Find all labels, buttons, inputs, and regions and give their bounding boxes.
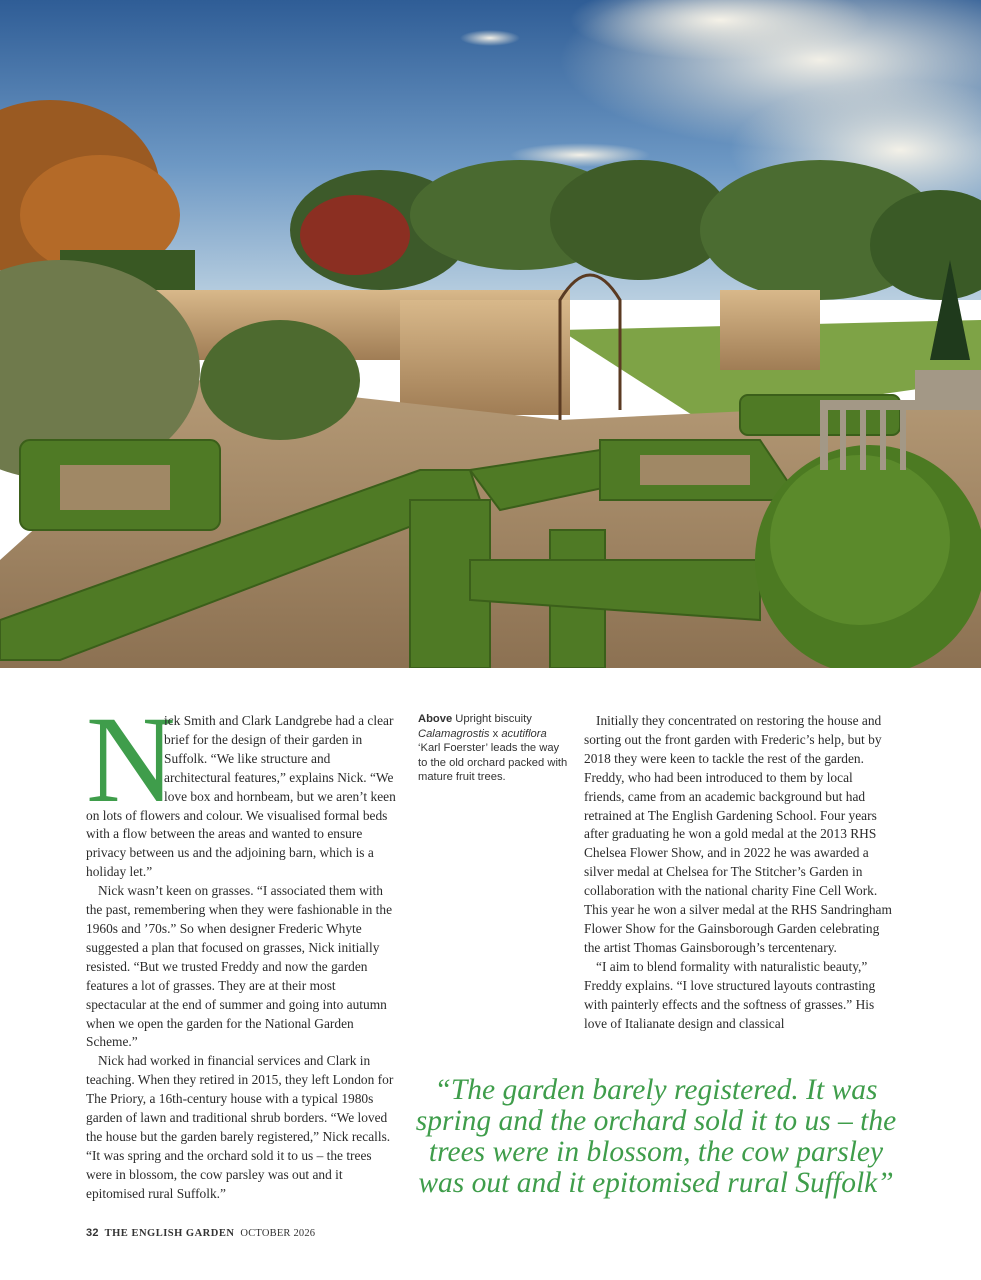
page-number: 32 [86, 1227, 99, 1239]
paragraph: Nick wasn’t keen on grasses. “I associated them with the past, remembering when they were fashionable in the 1960s and ’70s.” So when designer Frederic Whyte suggested a plan that focused on grasses, Nick initially resisted. “But we trusted Freddy and now the garden features a lot of grasses. They are at their most spectacular at the end of summer and going into autumn when we open the garden for the National Garden Scheme.” [86, 883, 393, 1050]
caption-species: Calamagrostis [418, 727, 490, 740]
caption-species: acutiflora [501, 727, 547, 740]
paragraph: Initially they concentrated on restoring the house and sorting out the front garden with Frederic’s help, but by 2018 they were keen to tackle the rest of the garden. Freddy, who had been introduced to them by local friends, came from an academic background but had retrained at The English Gardening School. Four years after graduating he won a gold medal at the 2013 RHS Chelsea Flower Show, and in 2022 he was awarded a silver medal at Chelsea for The Stitcher’s Garden in collaboration with the national charity Fine Cell Work. This year he won a silver medal at the RHS Sandringham Flower Show for the Gainsborough Garden celebrating the artist Thomas Gainsborough’s tercentenary. [584, 713, 892, 955]
drop-cap: N [86, 691, 176, 828]
issue-date: OCTOBER 2026 [240, 1228, 316, 1239]
caption-text: Upright biscuity [452, 713, 532, 725]
page-footer [86, 1227, 315, 1239]
magazine-name: THE ENGLISH GARDEN [104, 1228, 235, 1239]
article-column-right [584, 712, 896, 1033]
photo-caption [418, 712, 568, 785]
pull-quote: “The garden barely registered. It was spring and the orchard sold it to us – the trees were in blossom, the cow parsley was out and it epitomised rural Suffolk” [415, 1074, 897, 1199]
caption-text: x [489, 727, 502, 740]
paragraph: Nick had worked in financial services and Clark in teaching. When they retired in 2015, they left London for The Priory, a 16th-century house with a typical 1980s garden of lawn and traditional shrub borders. “We loved the house but the garden barely registered,” Nick recalls. “It was spring and the orchard sold it to us – the trees were in blossom, the cow parsley was out and it epitomised rural Suffolk.” [86, 1053, 394, 1201]
paragraph: “I aim to blend formality with naturalistic beauty,” Freddy explains. “I love structured layouts contrasting with painterly effects and the softness of grasses.” His love of Italianate design and classical [584, 958, 876, 1031]
caption-text: ‘Karl Foerster’ leads the way to the old orchard packed with mature fruit trees. [418, 742, 568, 784]
article-column-left [86, 691, 396, 1204]
caption-label: Above [418, 713, 453, 725]
paragraph-text: ick Smith and Clark Landgrebe had a clear brief for the design of their garden in Suffolk. “We like structure and architectural features,” explains Nick. “We love box and hornbeam, but we aren’t keen on lots of flowers and colour. We visualised formal beds with a flow between the areas and wanted to ensure privacy between us and the adjoining barn, which is a holiday let.” [86, 713, 396, 880]
paragraph [86, 691, 396, 882]
